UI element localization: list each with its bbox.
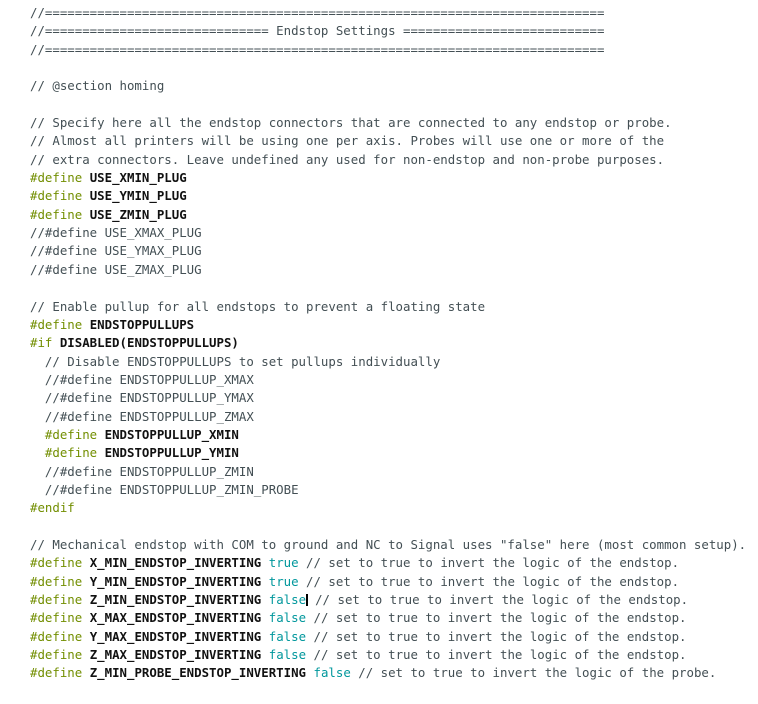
code-segment-ident: ENDSTOPPULLUP_YMIN	[104, 445, 239, 461]
code-segment-ident: Z_MIN_PROBE_ENDSTOP_INVERTING	[89, 665, 314, 681]
code-segment-comment: //#define ENDSTOPPULLUP_YMAX	[30, 390, 254, 406]
code-segment-comment: //#define USE_YMAX_PLUG	[30, 243, 202, 259]
code-segment-comment: //#define USE_ZMAX_PLUG	[30, 261, 202, 277]
code-segment-comment: //===========================================================================	[30, 41, 605, 57]
code-line[interactable]	[30, 169, 758, 187]
code-segment-comment: // Almost all printers will be using one per axis. Probes will use one or more of the	[30, 133, 665, 149]
code-segment-comment: // set to true to invert the logic of the endstop.	[306, 610, 687, 626]
code-line[interactable]	[30, 591, 758, 609]
code-segment-ident: X_MIN_ENDSTOP_INVERTING	[89, 555, 269, 571]
code-segment-comment: //#define USE_XMAX_PLUG	[30, 225, 202, 241]
code-segment-ident: ENDSTOPPULLUPS	[89, 316, 195, 332]
code-line[interactable]	[30, 41, 758, 59]
code-line[interactable]	[30, 481, 758, 499]
code-segment-comment: // set to true to invert the logic of the endstop.	[306, 647, 687, 663]
code-segment-directive: #define	[44, 445, 105, 461]
code-segment-ident: Z_MIN_ENDSTOP_INVERTING	[89, 592, 269, 607]
code-line[interactable]	[30, 573, 758, 591]
code-segment-comment: // set to true to invert the logic of the endstop.	[298, 573, 680, 589]
code-line[interactable]	[30, 353, 758, 371]
code-segment-ident: ENDSTOPPULLUP_XMIN	[104, 426, 239, 442]
code-line[interactable]	[30, 151, 758, 169]
code-segment-comment: // set to true to invert the logic of the endstop.	[298, 555, 680, 571]
code-line[interactable]	[30, 187, 758, 205]
code-line[interactable]	[30, 298, 758, 316]
code-line[interactable]	[30, 22, 758, 40]
code-line[interactable]	[30, 444, 758, 462]
code-line[interactable]	[30, 242, 758, 260]
code-segment-ident: DISABLED(ENDSTOPPULLUPS)	[59, 335, 239, 351]
code-line[interactable]	[30, 132, 758, 150]
code-segment-comment: //============================== Endstop Settings ===========================	[30, 23, 605, 39]
code-line[interactable]	[30, 518, 758, 536]
code-segment-literal: false	[268, 628, 307, 644]
code-segment-directive: #define	[44, 426, 105, 442]
code-segment-text	[30, 445, 45, 460]
code-segment-comment: // Mechanical endstop with COM to ground and NC to Signal uses "false" here (most common setup).	[30, 536, 747, 552]
code-segment-ident: USE_XMIN_PLUG	[89, 170, 187, 186]
code-segment-ident: USE_ZMIN_PLUG	[89, 206, 187, 222]
code-segment-text	[30, 427, 45, 442]
code-segment-ident: X_MAX_ENDSTOP_INVERTING	[89, 610, 269, 626]
code-segment-comment: //#define ENDSTOPPULLUP_ZMAX	[30, 408, 254, 424]
code-line[interactable]	[30, 664, 758, 682]
code-segment-literal: true	[268, 555, 299, 571]
code-segment-comment: //#define ENDSTOPPULLUP_ZMIN	[30, 463, 254, 479]
code-segment-directive: #define	[30, 628, 90, 644]
code-segment-comment: // extra connectors. Leave undefined any used for non-endstop and non-probe purposes.	[30, 151, 665, 167]
code-line[interactable]	[30, 77, 758, 95]
code-segment-directive: #if	[30, 335, 60, 351]
code-segment-comment: // set to true to invert the logic of the endstop.	[306, 628, 687, 644]
code-segment-directive: #define	[30, 170, 90, 186]
code-segment-literal: false	[268, 610, 307, 626]
code-line[interactable]	[30, 316, 758, 334]
code-segment-literal: false	[268, 647, 307, 663]
code-segment-comment: //#define ENDSTOPPULLUP_XMAX	[30, 371, 254, 387]
code-segment-ident: USE_YMIN_PLUG	[89, 188, 187, 204]
code-segment-literal: true	[268, 573, 299, 589]
code-segment-directive: #define	[30, 188, 90, 204]
code-segment-directive: #define	[30, 665, 90, 681]
code-segment-comment: // Disable ENDSTOPPULLUPS to set pullups individually	[30, 353, 441, 369]
code-line[interactable]	[30, 646, 758, 664]
code-segment-literal: false	[313, 665, 351, 681]
code-segment-comment: // set to true to invert the logic of the probe.	[350, 665, 717, 681]
code-segment-directive: #endif	[30, 500, 75, 516]
code-segment-comment: //===========================================================================	[30, 5, 605, 20]
code-segment-directive: #define	[30, 573, 90, 589]
code-segment-comment: //#define ENDSTOPPULLUP_ZMIN_PROBE	[30, 481, 299, 497]
code-segment-directive: #define	[30, 316, 90, 332]
code-segment-comment: // Enable pullup for all endstops to prevent a floating state	[30, 298, 486, 314]
code-segment-comment: // set to true to invert the logic of the endstop.	[307, 592, 689, 607]
code-line[interactable]	[30, 628, 758, 646]
code-line[interactable]	[30, 96, 758, 114]
code-line[interactable]	[30, 499, 758, 517]
code-line[interactable]	[30, 261, 758, 279]
code-line[interactable]	[30, 463, 758, 481]
code-line[interactable]	[30, 426, 758, 444]
code-segment-directive: #define	[30, 555, 90, 571]
code-line[interactable]	[30, 114, 758, 132]
code-segment-directive: #define	[30, 647, 90, 663]
code-line[interactable]	[30, 389, 758, 407]
code-segment-directive: #define	[30, 592, 90, 607]
code-segment-directive: #define	[30, 610, 90, 626]
code-line[interactable]	[30, 206, 758, 224]
code-segment-comment: // Specify here all the endstop connectors that are connected to any endstop or probe.	[30, 115, 672, 131]
code-line[interactable]	[30, 59, 758, 77]
code-line[interactable]	[30, 224, 758, 242]
code-line[interactable]	[30, 554, 758, 572]
code-segment-comment: // @section homing	[30, 78, 165, 94]
code-line[interactable]	[30, 408, 758, 426]
code-segment-literal: false	[268, 592, 307, 607]
code-line[interactable]	[30, 371, 758, 389]
code-line[interactable]	[30, 279, 758, 297]
code-segment-ident: Y_MAX_ENDSTOP_INVERTING	[89, 628, 269, 644]
code-segment-directive: #define	[30, 206, 90, 222]
code-segment-ident: Z_MAX_ENDSTOP_INVERTING	[89, 647, 269, 663]
code-line[interactable]	[30, 536, 758, 554]
code-line[interactable]	[30, 334, 758, 352]
code-line[interactable]	[30, 4, 758, 22]
code-line[interactable]	[30, 609, 758, 627]
code-segment-ident: Y_MIN_ENDSTOP_INVERTING	[89, 573, 269, 589]
